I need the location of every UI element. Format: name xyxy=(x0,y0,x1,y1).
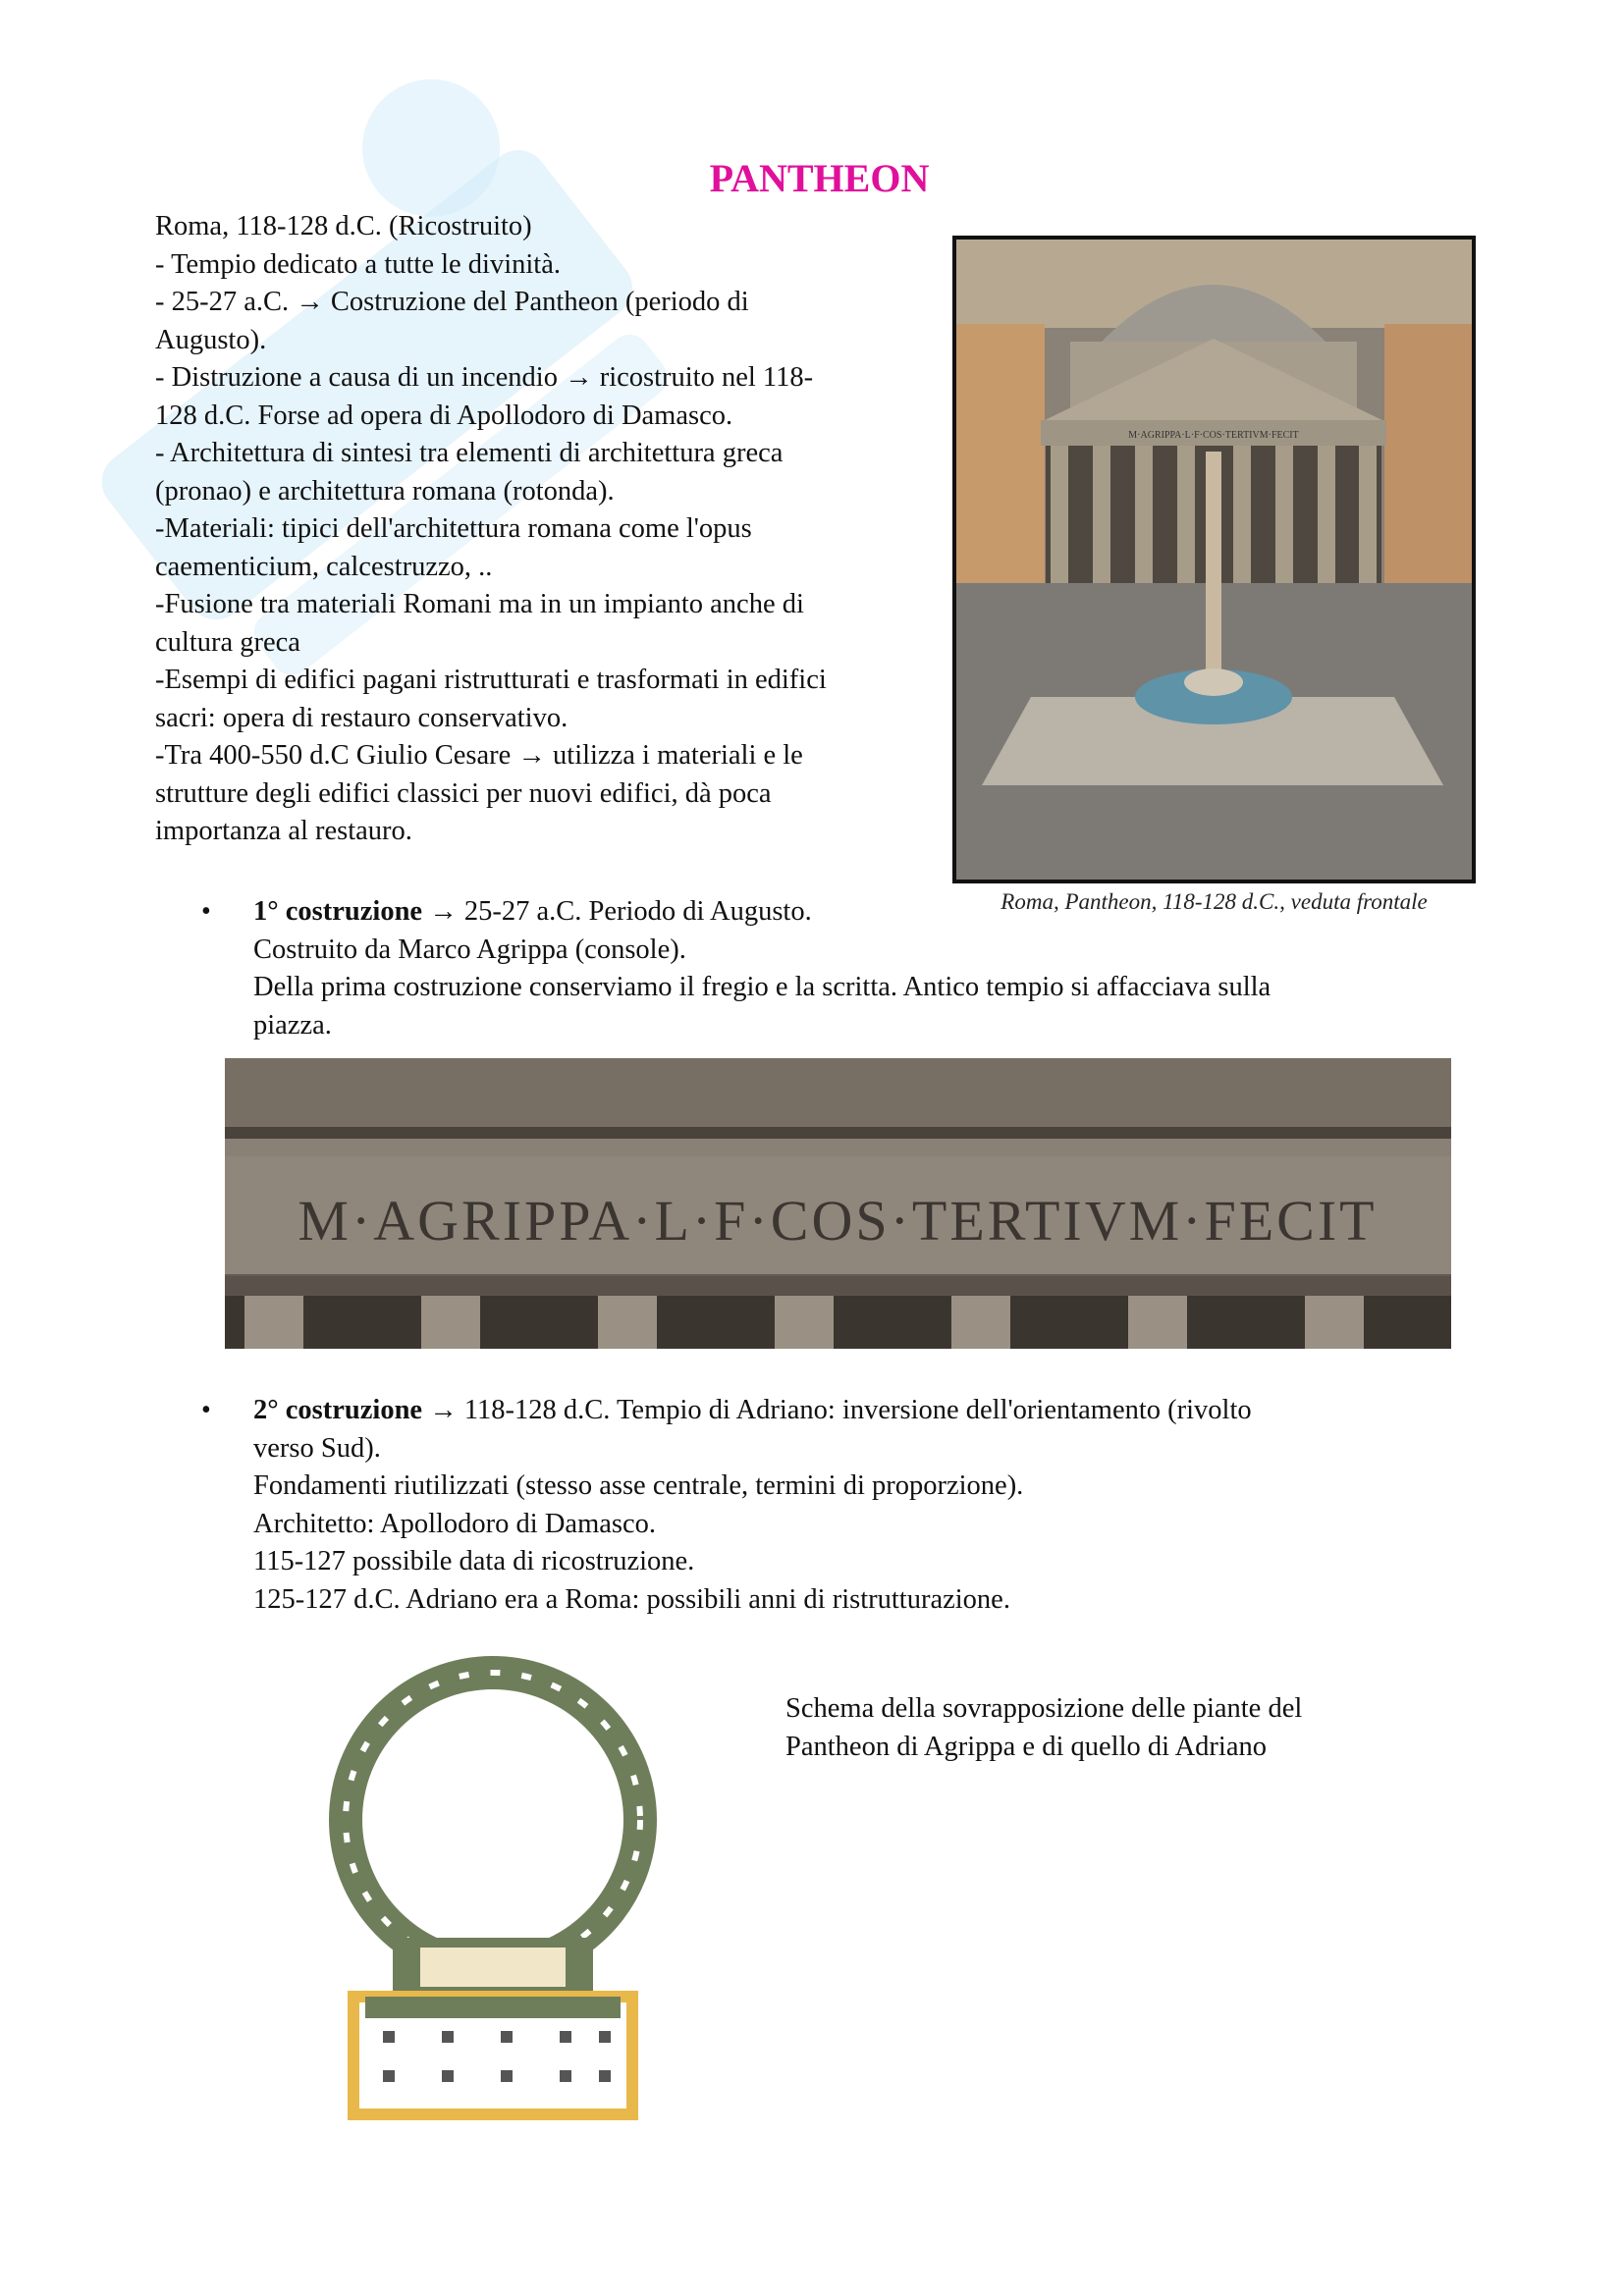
section-2-line: 115-127 possibile data di ricostruzione. xyxy=(253,1546,695,1576)
section-1-heading: 1° costruzione xyxy=(253,896,423,927)
frieze-photo xyxy=(225,1058,1451,1349)
intro-line: caementicium, calcestruzzo, .. xyxy=(155,551,493,582)
pantheon-inscription: M·AGRIPPA·L·F·COS·TERTIVM·FECIT xyxy=(1128,430,1299,441)
photo-caption: Roma, Pantheon, 118-128 d.C., veduta frontale xyxy=(1001,889,1428,914)
section-2-line: 125-127 d.C. Adriano era a Roma: possibili anni di ristrutturazione. xyxy=(253,1583,1010,1615)
intro-line: Roma, 118-128 d.C. (Ricostruito) xyxy=(155,211,532,241)
intro-line: -Esempi di edifici pagani ristrutturati e trasformati in edifici xyxy=(155,665,827,695)
intro-line: sacri: opera di restauro conservativo. xyxy=(155,702,568,733)
bullet-marker: • xyxy=(201,1395,211,1425)
intro-line: -Fusione tra materiali Romani ma in un impianto anche di xyxy=(155,589,804,619)
section-2-first-line xyxy=(253,1392,1471,1430)
section-1 xyxy=(253,893,1471,1044)
section-2 xyxy=(253,1392,1471,1619)
intro-line: importanza al restauro. xyxy=(155,816,412,846)
intro-line: 128 d.C. Forse ad opera di Apollodoro di Damasco. xyxy=(155,400,733,431)
section-1-line: Costruito da Marco Agrippa (console). xyxy=(253,934,686,965)
intro-line: - Distruzione a causa di un incendio → ricostruito nel 118- xyxy=(155,362,814,393)
intro-line: Augusto). xyxy=(155,324,267,355)
page-title: PANTHEON xyxy=(709,156,930,200)
section-2-first-line-rest: → 118-128 d.C. Tempio di Adriano: inversione dell'orientamento (rivolto xyxy=(422,1395,1252,1425)
pantheon-photo xyxy=(952,236,1476,883)
intro-line: strutture degli edifici classici per nuovi edifici, dà poca xyxy=(155,777,772,809)
plan-caption-line: Pantheon di Agrippa e di quello di Adriano xyxy=(785,1731,1267,1762)
intro-line: -Tra 400-550 d.C Giulio Cesare → utilizza i materiali e le xyxy=(155,740,803,771)
section-2-heading: 2° costruzione xyxy=(253,1395,423,1425)
intro-line: (pronao) e architettura romana (rotonda). xyxy=(155,475,615,507)
intro-line: -Materiali: tipici dell'architettura romana come l'opus xyxy=(155,513,752,544)
bullet-marker: • xyxy=(201,896,211,927)
intro-line: - Architettura di sintesi tra elementi di architettura greca xyxy=(155,438,784,468)
plan-caption-line: Schema della sovrapposizione delle piante del xyxy=(785,1693,1303,1724)
section-2-line: Fondamenti riutilizzati (stesso asse centrale, termini di proporzione). xyxy=(253,1470,1024,1501)
section-2-line: Architetto: Apollodoro di Damasco. xyxy=(253,1508,657,1539)
intro-line: - Tempio dedicato a tutte le divinità. xyxy=(155,248,561,280)
intro-line: cultura greca xyxy=(155,626,300,658)
floor-plan-diagram xyxy=(147,1653,785,2144)
section-1-line: piazza. xyxy=(253,1009,332,1041)
frieze-inscription: M·AGRIPPA·L·F·COS·TERTIVM·FECIT xyxy=(298,1189,1378,1253)
section-1-first-line xyxy=(253,893,1471,932)
section-1-first-line-rest: → 25-27 a.C. Periodo di Augusto. xyxy=(422,896,812,927)
intro-text xyxy=(155,208,950,851)
section-1-line: Della prima costruzione conserviamo il fregio e la scritta. Antico tempio si affacciava sulla xyxy=(253,972,1271,1002)
section-2-line: verso Sud). xyxy=(253,1432,381,1464)
plan-caption xyxy=(785,1690,1453,1766)
intro-line: - 25-27 a.C. → Costruzione del Pantheon (periodo di xyxy=(155,287,749,317)
